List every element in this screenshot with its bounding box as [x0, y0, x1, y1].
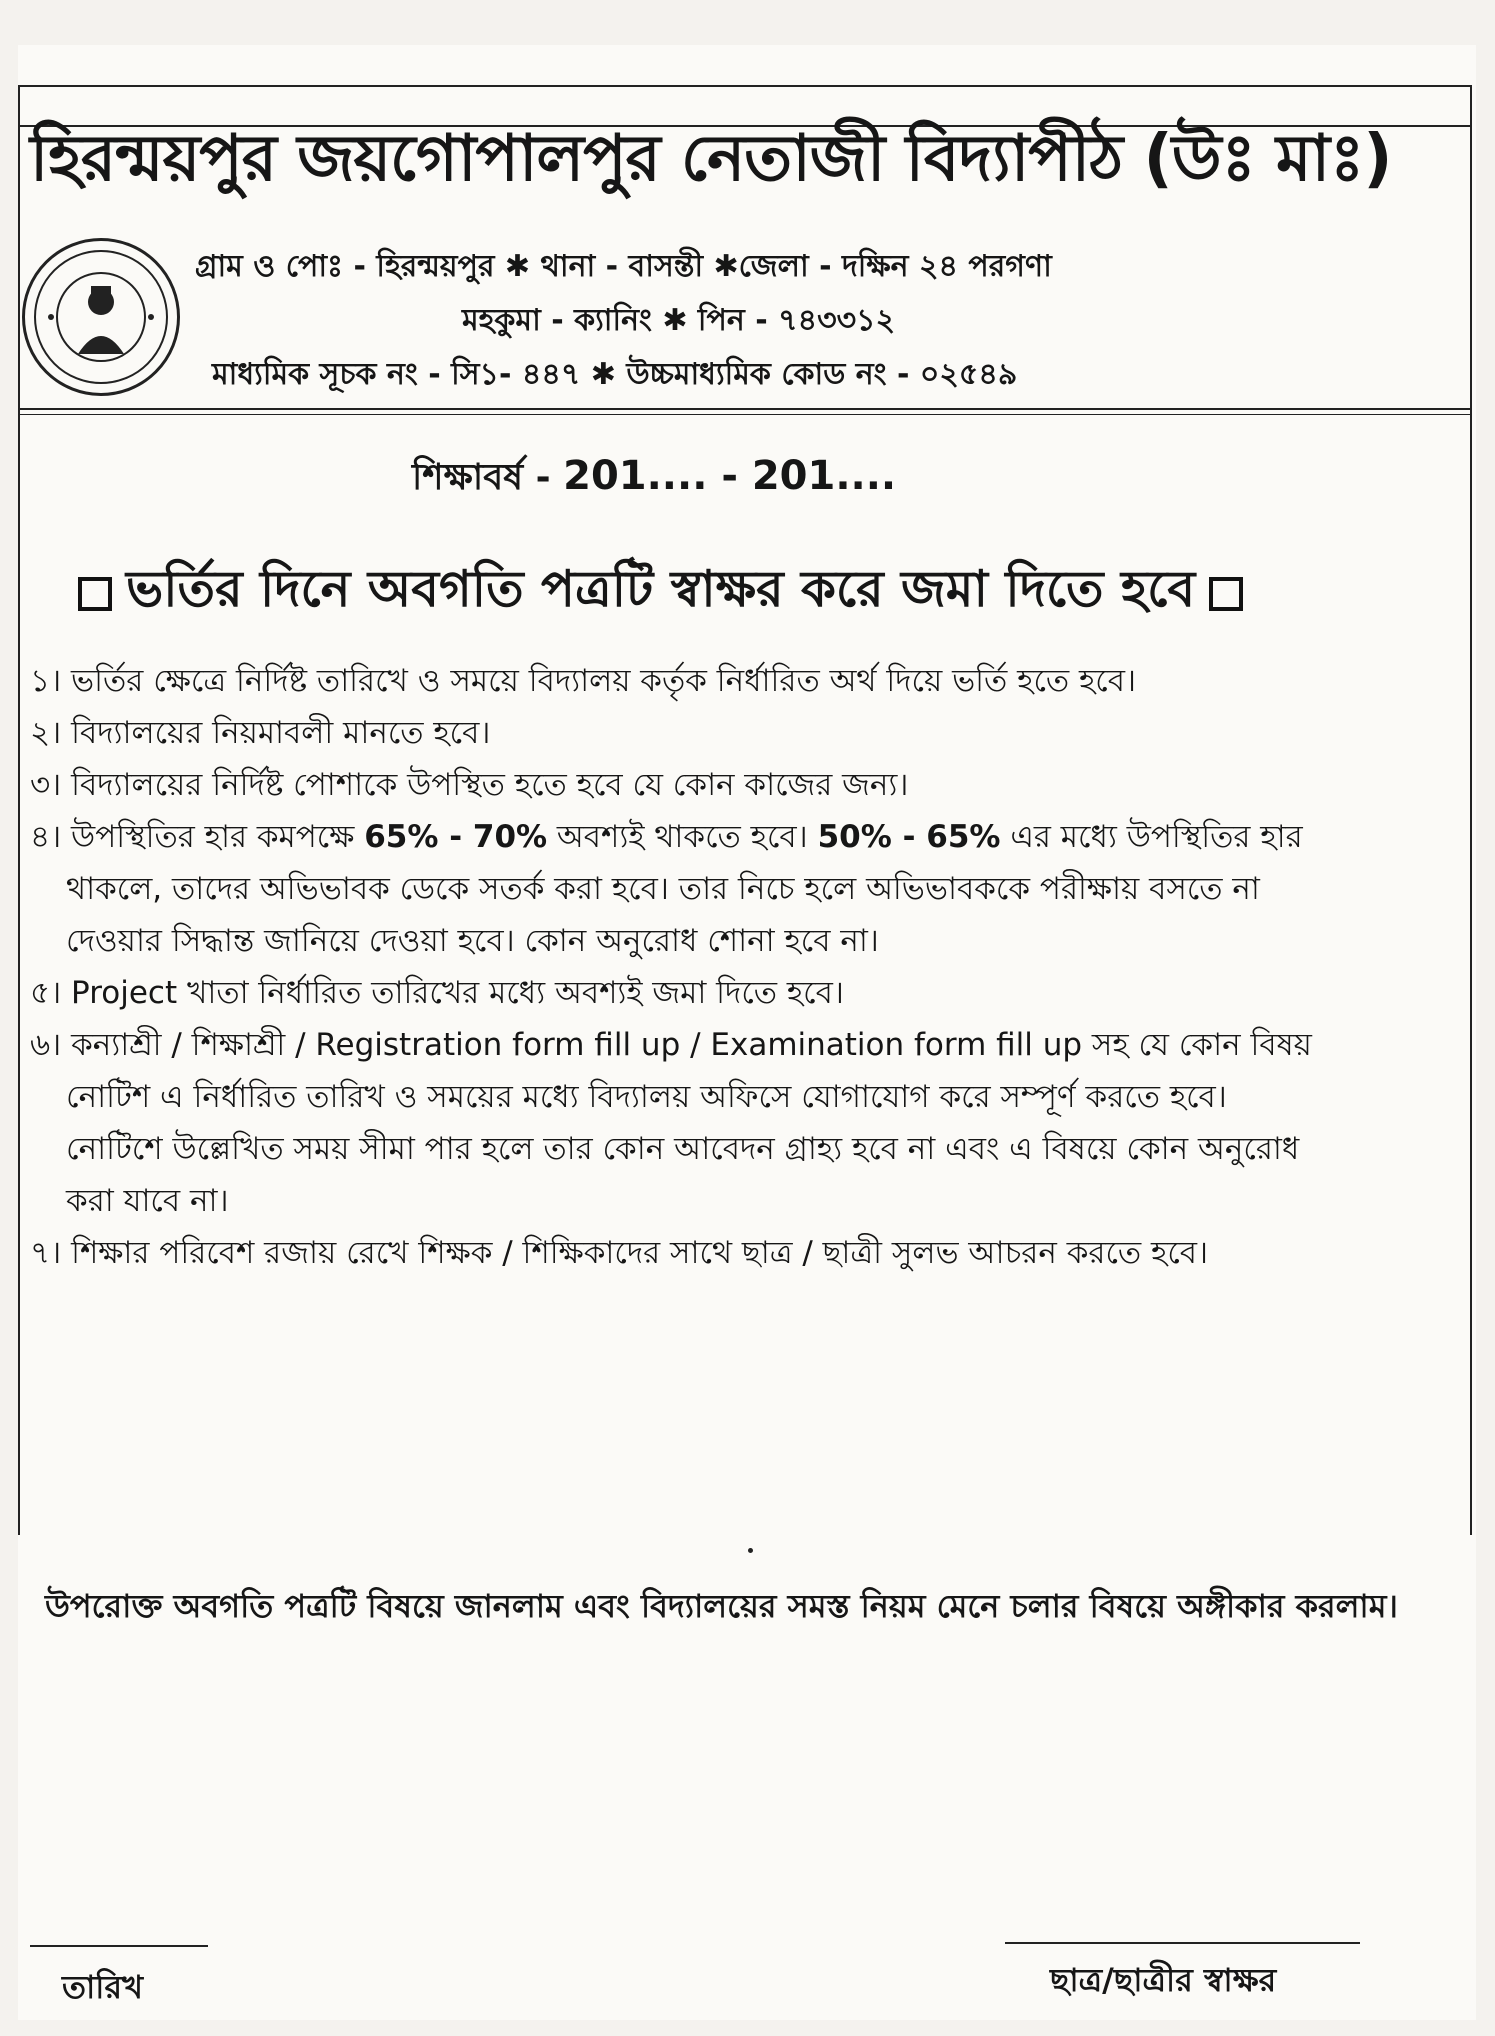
session-label: শিক্ষাবর্ষ - [412, 457, 564, 498]
rule-text: থাকলে, তাদের অভিভাবক ডেকে সতর্ক করা হবে। তার নিচে হলে অভিভাবককে পরীক্ষায় বসতে না [66, 871, 1260, 907]
academic-session [412, 450, 896, 510]
rule-text: ৬। কন্যাশ্রী / শিক্ষাশ্রী / Registration form fill up / Examination form fill up সহ যে কোন বিষয় [30, 1027, 1312, 1063]
date-label: তারিখ [62, 1968, 144, 2006]
address-line-2: মহকুমা - ক্যানিং ✱ পিন - ৭৪৩৩১২ [462, 303, 896, 338]
rule-item [30, 1019, 1470, 1227]
school-seal-icon [22, 238, 180, 396]
session-separator: - [707, 453, 752, 499]
header-bottom-rule-thin [18, 414, 1472, 415]
ink-dot [748, 1548, 753, 1553]
rules-list [30, 655, 1470, 1279]
student-signature-line [1005, 1942, 1360, 1944]
rule-item [30, 967, 1470, 1019]
rule-text: ৩। বিদ্যালয়ের নির্দিষ্ট পোশাকে উপস্থিত হতে হবে যে কোন কাজের জন্য। [30, 767, 909, 803]
rule-text: এর মধ্যে উপস্থিতির হার [1000, 819, 1303, 855]
notice-title-text: ভর্তির দিনে অবগতি পত্রটি স্বাক্ষর করে জমা দিতে হবে [126, 560, 1196, 618]
attendance-warning-range: 50% - 65% [817, 819, 1001, 855]
attendance-min-range: 65% - 70% [364, 819, 548, 855]
session-to: 201.... [751, 453, 897, 499]
date-signature-line [30, 1945, 208, 1947]
rule-item [30, 811, 1470, 967]
header-bottom-rule [18, 408, 1472, 410]
rule-text: ৭। শিক্ষার পরিবেশ রজায় রেখে শিক্ষক / শিক্ষিকাদের সাথে ছাত্র / ছাত্রী সুলভ আচরন করতে হবে। [30, 1235, 1209, 1271]
undertaking-statement: উপরোক্ত অবগতি পত্রটি বিষয়ে জানলাম এবং বিদ্যালয়ের সমস্ত নিয়ম মেনে চলার বিষয়ে অঙ্গীকার করলাম। [45, 1587, 1398, 1625]
notice-title [78, 552, 1428, 635]
rule-text: ৪। উপস্থিতির হার কমপক্ষে [30, 819, 365, 855]
address-line-3: মাধ্যমিক সূচক নং - সি১- ৪৪৭ ✱ উচ্চমাধ্যমিক কোড নং - ০২৫৪৯ [212, 357, 1018, 392]
rule-text: নোটিশে উল্লেখিত সময় সীমা পার হলে তার কোন আবেদন গ্রাহ্য হবে না এবং এ বিষয়ে কোন অনুরোধ [66, 1131, 1300, 1167]
address-line-1: গ্রাম ও পোঃ - হিরন্ময়পুর ✱ থানা - বাসন্তী ✱জেলা - দক্ষিন ২৪ পরগণা [195, 249, 1052, 284]
rule-item [30, 1227, 1470, 1279]
rule-text: ১। ভর্তির ক্ষেত্রে নির্দিষ্ট তারিখে ও সময়ে বিদ্যালয় কর্তৃক নির্ধারিত অর্থ দিয়ে ভর্তি হতে হবে। [30, 663, 1137, 699]
rule-item [30, 759, 1470, 811]
rule-text: ২। বিদ্যালয়ের নিয়মাবলী মানতে হবে। [30, 715, 491, 751]
rule-item [30, 707, 1470, 759]
rule-text: করা যাবে না। [66, 1183, 229, 1219]
school-name: হিরন্ময়পুর জয়গোপালপুর নেতাজী বিদ্যাপীঠ (উঃ মাঃ) [30, 122, 1392, 196]
checkbox-square-icon [78, 577, 112, 611]
student-signature-label: ছাত্র/ছাত্রীর স্বাক্ষর [1050, 1961, 1277, 1999]
rule-text: ৫। Project খাতা নির্ধারিত তারিখের মধ্যে অবশ্যই জমা দিতে হবে। [30, 975, 844, 1011]
rule-text: নোটিশ এ নির্ধারিত তারিখ ও সময়ের মধ্যে বিদ্যালয় অফিসে যোগাযোগ করে সম্পূর্ণ করতে হবে। [66, 1079, 1227, 1115]
rule-item [30, 655, 1470, 707]
session-from: 201.... [563, 453, 708, 499]
rule-text: অবশ্যই থাকতে হবে। [547, 819, 818, 855]
rule-text: দেওয়ার সিদ্ধান্ত জানিয়ে দেওয়া হবে। কোন অনুরোধ শোনা হবে না। [66, 923, 879, 959]
checkbox-square-icon [1209, 577, 1243, 611]
